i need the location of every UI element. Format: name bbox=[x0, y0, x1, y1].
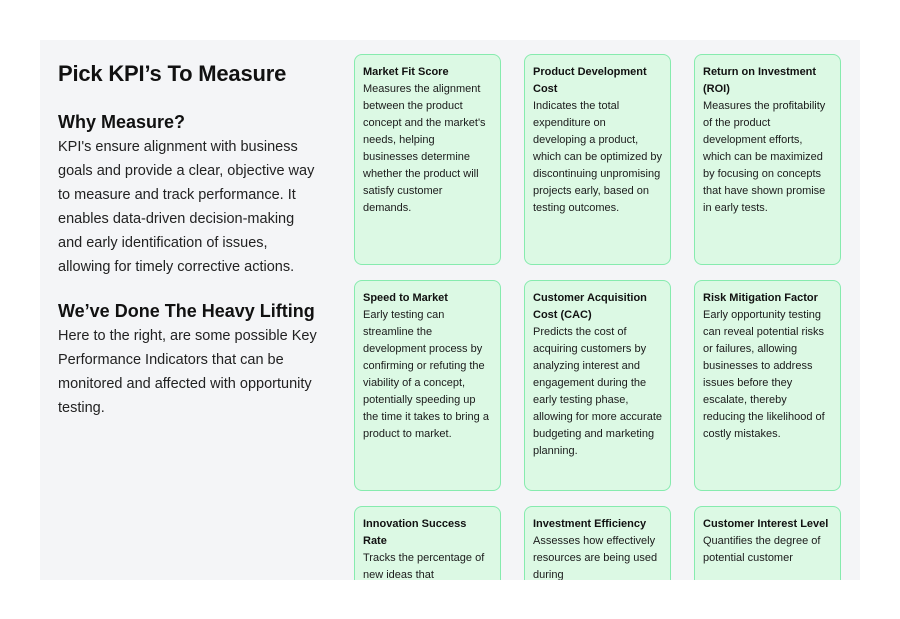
kpi-card-title: Risk Mitigation Factor bbox=[703, 292, 818, 304]
kpi-card-description: Assesses how effectively resources are being used during bbox=[533, 535, 658, 580]
kpi-card-market-fit-score[interactable] bbox=[354, 54, 501, 265]
kpi-card-return-on-investment[interactable] bbox=[694, 54, 841, 265]
kpi-card-description: Measures the profitability of the product development efforts, which can be maximized by focusing on concepts that have shown promise in early tests. bbox=[703, 100, 826, 214]
kpi-card-risk-mitigation-factor[interactable] bbox=[694, 280, 841, 491]
page-title: Pick KPI’s To Measure bbox=[58, 61, 287, 86]
kpi-card-investment-efficiency[interactable] bbox=[524, 506, 671, 580]
kpi-card-title: Customer Interest Level bbox=[703, 518, 829, 530]
kpi-card-description: Early opportunity testing can reveal potential risks or failures, allowing businesses to address issues before they escalate, thereby reducing the likelihood of costly mistakes. bbox=[703, 309, 825, 440]
why-measure-body: KPI's ensure alignment with business goals and provide a clear, objective way to measure and track performance. It enables data-driven decision-making and early identification of issues, allowing for timely corrective actions. bbox=[58, 139, 315, 275]
kpi-card-customer-acquisition-cost[interactable] bbox=[524, 280, 671, 491]
kpi-card-description: Tracks the percentage of new ideas that bbox=[363, 552, 485, 580]
kpi-card-title: Product Development Cost bbox=[533, 66, 647, 95]
heavy-lifting-heading: We’ve Done The Heavy Lifting bbox=[58, 301, 315, 321]
kpi-card-title: Innovation Success Rate bbox=[363, 518, 467, 547]
kpi-card-title: Customer Acquisition Cost (CAC) bbox=[533, 292, 647, 321]
kpi-card-description: Measures the alignment between the product concept and the market's needs, helping businesses determine whether the product will satisfy customer demands. bbox=[363, 83, 486, 214]
intro-column bbox=[58, 60, 318, 420]
kpi-card-description: Early testing can streamline the development process by confirming or refuting the viability of a concept, potentially speeding up the time it takes to bring a product to market. bbox=[363, 309, 489, 440]
kpi-card-description: Predicts the cost of acquiring customers by analyzing interest and engagement during the early testing phase, allowing for more accurate budgeting and marketing planning. bbox=[533, 326, 663, 457]
kpi-card-customer-interest-level[interactable] bbox=[694, 506, 841, 580]
kpi-card-title: Return on Investment (ROI) bbox=[703, 66, 817, 95]
kpi-card-product-development-cost[interactable] bbox=[524, 54, 671, 265]
kpi-card-description: Indicates the total expenditure on developing a product, which can be optimized by discontinuing unpromising projects early, based on testing outcomes. bbox=[533, 100, 663, 214]
kpi-card-description: Quantifies the degree of potential customer bbox=[703, 535, 821, 564]
kpi-card-speed-to-market[interactable] bbox=[354, 280, 501, 491]
kpi-card-title: Speed to Market bbox=[363, 292, 448, 304]
kpi-card-title: Investment Efficiency bbox=[533, 518, 647, 530]
heavy-lifting-body: Here to the right, are some possible Key Performance Indicators that can be monitored and affected with opportunity testing. bbox=[58, 328, 317, 416]
kpi-panel bbox=[40, 40, 860, 580]
kpi-card-innovation-success-rate[interactable] bbox=[354, 506, 501, 580]
kpi-card-title: Market Fit Score bbox=[363, 66, 449, 78]
why-measure-heading: Why Measure? bbox=[58, 112, 186, 132]
